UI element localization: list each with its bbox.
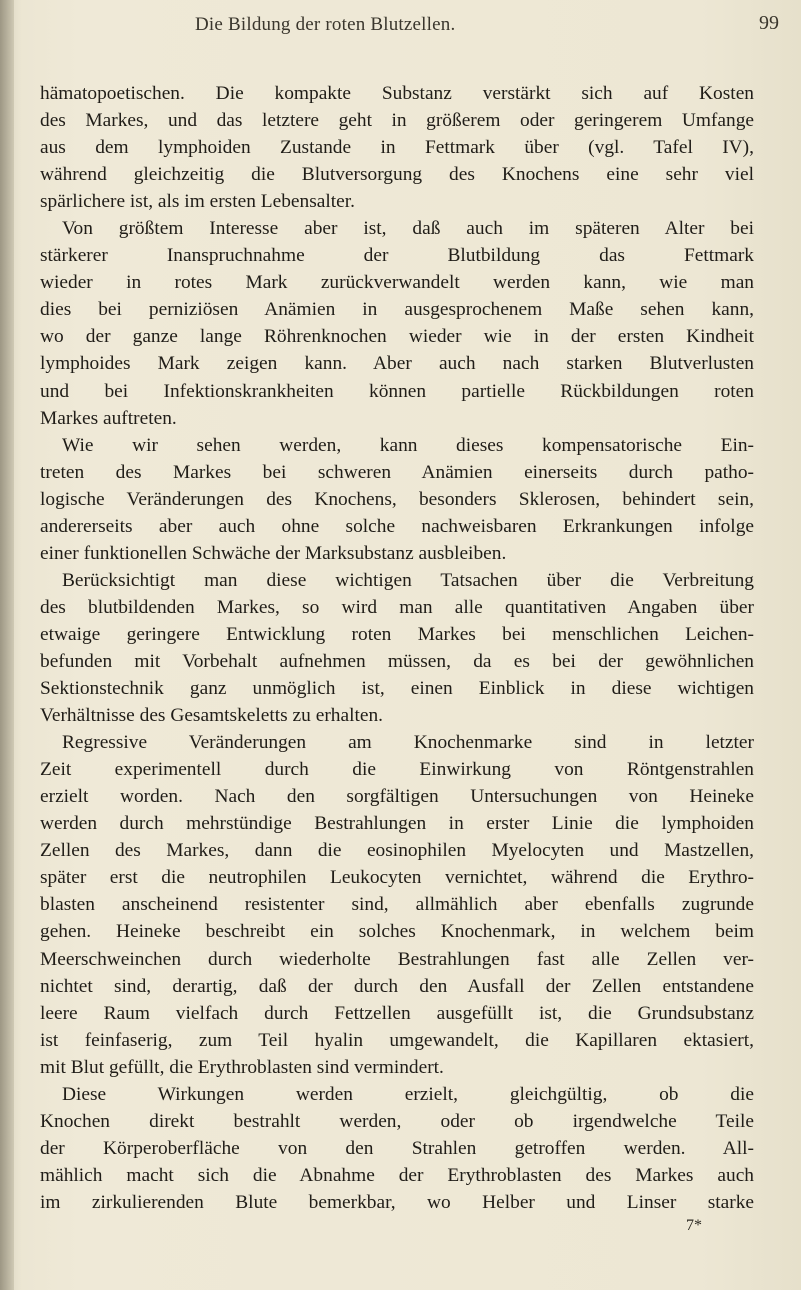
text-line: einer funktionellen Schwäche der Marksubstanz ausbleiben.	[40, 542, 507, 564]
body-text	[40, 80, 754, 1236]
paragraph-start-line: Von größtem Interesse aber ist, daß auch im späteren Alter bei	[62, 218, 754, 240]
text-line: Sektionstechnik ganz unmöglich ist, einen Einblick in diese wichtigen	[40, 678, 754, 700]
text-line: spärlichere ist, als im ersten Lebensalter.	[40, 191, 355, 213]
text-line: Zeit experimentell durch die Einwirkung von Röntgenstrahlen	[40, 759, 754, 781]
text-line: lymphoides Mark zeigen kann. Aber auch nach starken Blutverlusten	[40, 353, 754, 375]
paragraph-start-line: Diese Wirkungen werden erzielt, gleichgültig, ob die	[62, 1083, 754, 1105]
text-line: stärkerer Inanspruchnahme der Blutbildung das Fettmark	[40, 245, 754, 267]
text-line: logische Veränderungen des Knochens, besonders Sklerosen, behindert sein,	[40, 488, 754, 510]
text-line: aus dem lymphoiden Zustande in Fettmark über (vgl. Tafel IV),	[40, 137, 754, 159]
text-line: des blutbildenden Markes, so wird man alle quantitativen Angaben über	[40, 596, 754, 618]
paragraph-start-line: Regressive Veränderungen am Knochenmarke sind in letzter	[62, 732, 754, 754]
paragraph-start-line: Wie wir sehen werden, kann dieses kompensatorische Ein-	[62, 434, 754, 456]
text-line: Knochen direkt bestrahlt werden, oder ob irgendwelche Teile	[40, 1110, 754, 1132]
signature-mark: 7*	[686, 1216, 702, 1234]
text-line: etwaige geringere Entwicklung roten Markes bei menschlichen Leichen-	[40, 623, 754, 645]
text-line: wieder in rotes Mark zurückverwandelt werden kann, wie man	[40, 272, 754, 294]
text-line: der Körperoberfläche von den Strahlen getroffen werden. All-	[40, 1137, 754, 1159]
running-head-title: Die Bildung der roten Blutzellen.	[195, 14, 456, 35]
text-line: wo der ganze lange Röhrenknochen wieder wie in der ersten Kindheit	[40, 326, 754, 348]
page-number: 99	[759, 12, 779, 34]
text-line: treten des Markes bei schweren Anämien einerseits durch patho-	[40, 461, 754, 483]
text-line: mählich macht sich die Abnahme der Erythroblasten des Markes auch	[40, 1164, 754, 1186]
text-line: während gleichzeitig die Blutversorgung des Knochens eine sehr viel	[40, 164, 754, 186]
text-line: werden durch mehrstündige Bestrahlungen in erster Linie die lymphoiden	[40, 813, 754, 835]
text-line: blasten anscheinend resistenter sind, allmählich aber ebenfalls zugrunde	[40, 894, 754, 916]
text-line: Zellen des Markes, dann die eosinophilen Myelocyten und Mastzellen,	[40, 840, 754, 862]
text-line: andererseits aber auch ohne solche nachweisbaren Erkrankungen infolge	[40, 515, 754, 537]
spine-shadow	[0, 0, 14, 1290]
text-line: mit Blut gefüllt, die Erythroblasten sind vermindert.	[40, 1056, 444, 1078]
text-line: befunden mit Vorbehalt aufnehmen müssen, da es bei der gewöhnlichen	[40, 650, 754, 672]
text-line: dies bei perniziösen Anämien in ausgesprochenem Maße sehen kann,	[40, 299, 754, 321]
text-line: des Markes, und das letztere geht in größerem oder geringerem Umfange	[40, 110, 754, 132]
text-line: ist feinfaserig, zum Teil hyalin umgewandelt, die Kapillaren ektasiert,	[40, 1029, 754, 1051]
text-line: nichtet sind, derartig, daß der durch den Ausfall der Zellen entstandene	[40, 975, 754, 997]
text-line: und bei Infektionskrankheiten können partielle Rückbildungen roten	[40, 380, 754, 402]
text-line: Verhältnisse des Gesamtskeletts zu erhalten.	[40, 705, 383, 727]
text-line: später erst die neutrophilen Leukocyten vernichtet, während die Erythro-	[40, 867, 754, 889]
text-line: leere Raum vielfach durch Fettzellen ausgefüllt ist, die Grundsubstanz	[40, 1002, 754, 1024]
text-line: erzielt worden. Nach den sorgfältigen Untersuchungen von Heineke	[40, 786, 754, 808]
text-line: im zirkulierenden Blute bemerkbar, wo Helber und Linser starke	[40, 1191, 754, 1213]
text-line: gehen. Heineke beschreibt ein solches Knochenmark, in welchem beim	[40, 921, 754, 943]
paragraph-start-line: Berücksichtigt man diese wichtigen Tatsachen über die Verbreitung	[62, 569, 754, 591]
text-line: Markes auftreten.	[40, 407, 177, 429]
text-line: hämatopoetischen. Die kompakte Substanz verstärkt sich auf Kosten	[40, 83, 754, 104]
text-line: Meerschweinchen durch wiederholte Bestrahlungen fast alle Zellen ver-	[40, 948, 754, 970]
